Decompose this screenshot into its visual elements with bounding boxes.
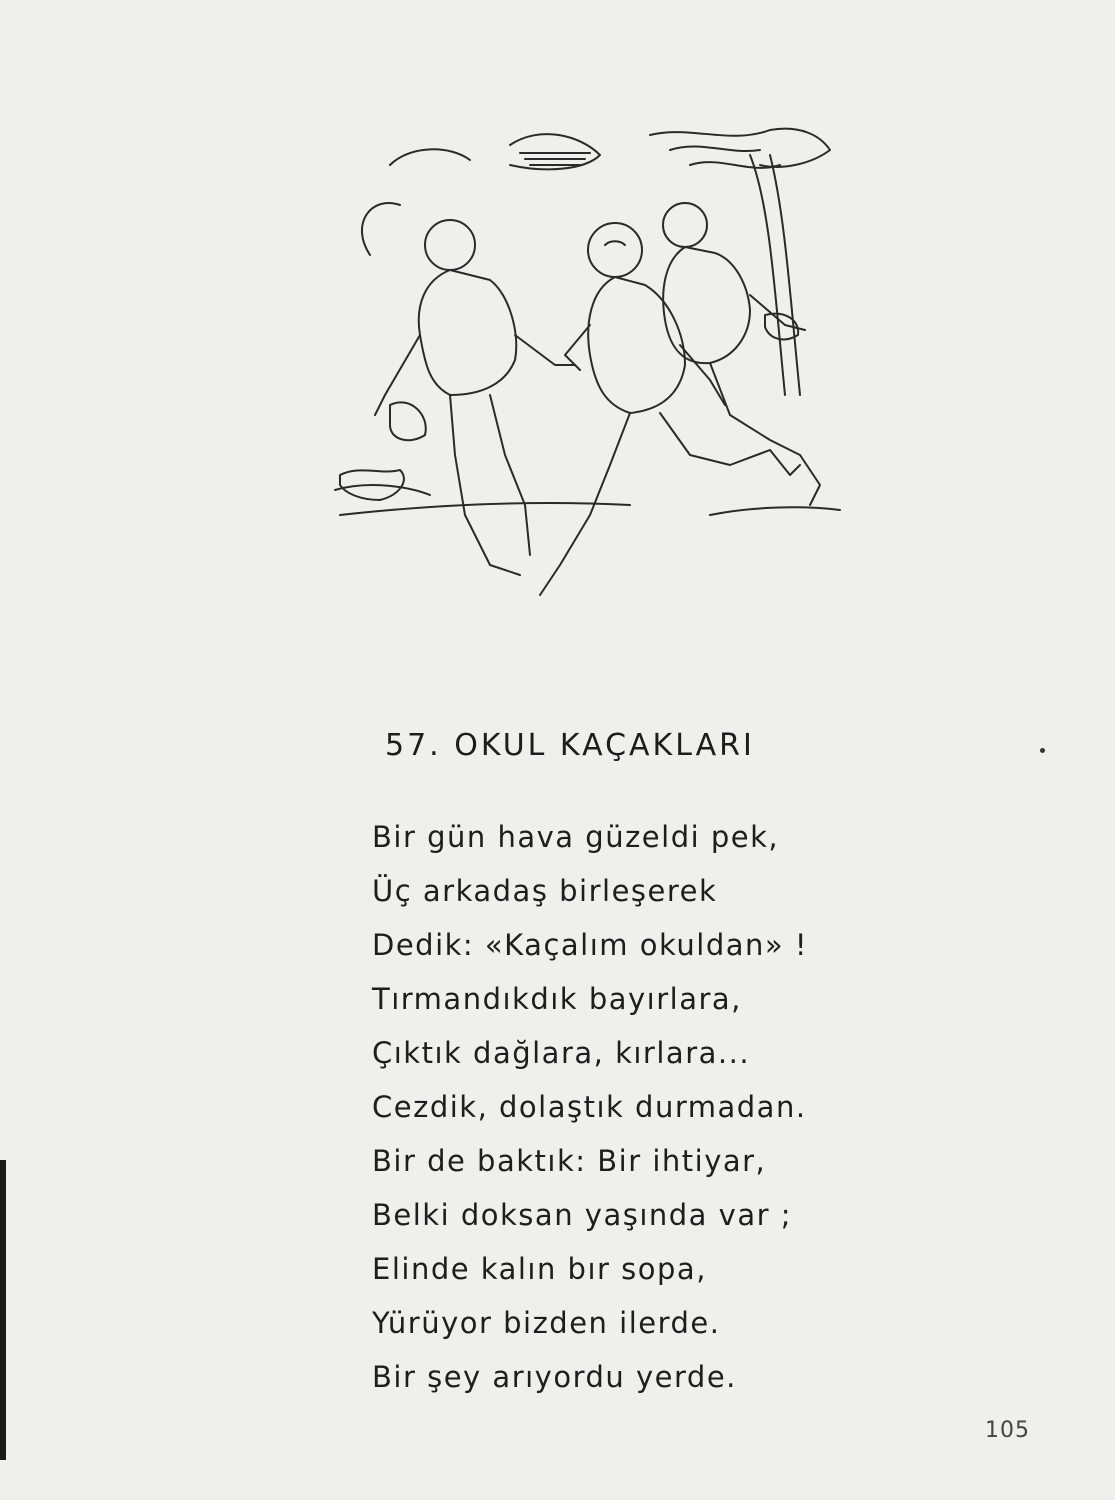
poem-line: Belki doksan yaşında var ;: [372, 1198, 793, 1232]
poem-line: Çıktık dağlara, kırlara...: [372, 1036, 751, 1070]
poem-line: Cezdik, dolaştık durmadan.: [372, 1090, 807, 1124]
running-boys-drawing-icon: [330, 95, 850, 615]
poem: [372, 810, 932, 1404]
poem-line: Bir gün hava güzeldi pek,: [372, 820, 780, 854]
poem-line: Tırmandıkdık bayırlara,: [372, 982, 742, 1016]
poem-line: Üç arkadaş birleşerek: [372, 874, 718, 908]
poem-line: Elinde kalın bır sopa,: [372, 1252, 707, 1286]
poem-line: Bir de baktık: Bir ihtiyar,: [372, 1144, 767, 1178]
page-binding-edge: [0, 1160, 6, 1460]
ink-speck: [1040, 748, 1045, 753]
page-number: 105: [985, 1418, 1030, 1443]
poem-line: Yürüyor bizden ilerde.: [372, 1306, 721, 1340]
poem-line: Bir şey arıyordu yerde.: [372, 1360, 737, 1394]
poem-line: Dedik: «Kaçalım okuldan» !: [372, 928, 808, 962]
chapter-title: 57. OKUL KAÇAKLARI: [385, 728, 755, 763]
